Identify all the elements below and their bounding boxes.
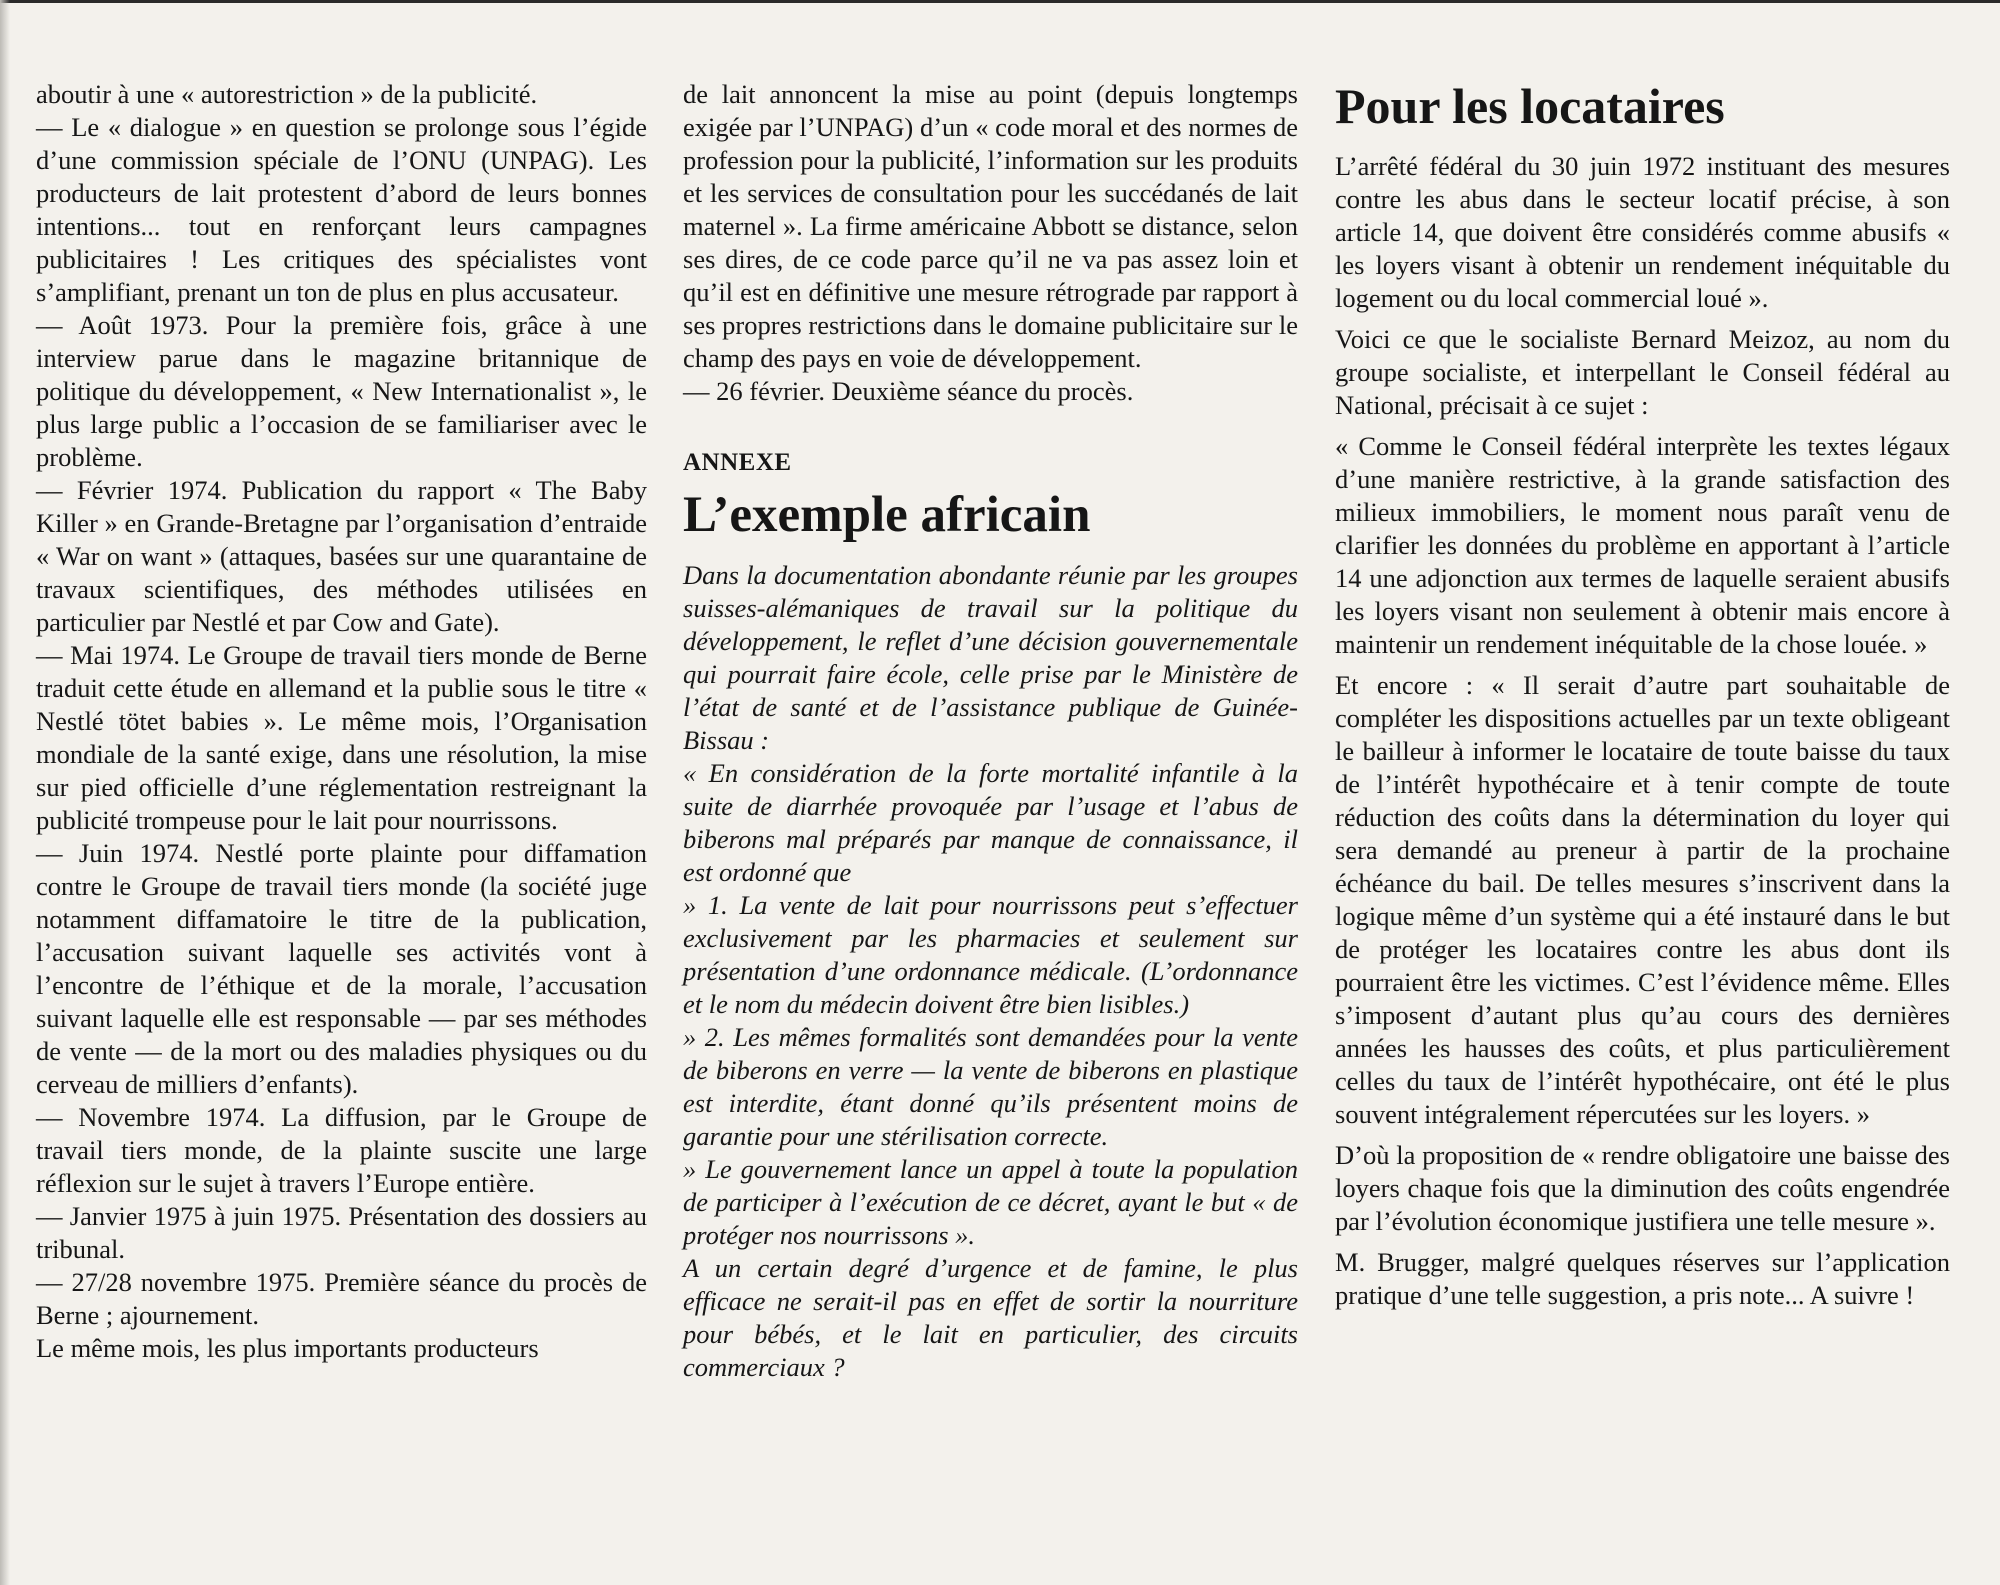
paragraph: de lait annoncent la mise au point (depuis longtemps exigée par l’UNPAG) d’un « code moral et des normes de profession pour la publicité, l’information sur les produits et les services de consultation pour les succédanés de lait maternel ». La firme américaine Abbott se distance, selon ses dires, de ce code parce qu’il ne va pas assez loin et qu’il est en définitive une mesure rétrograde par rapport à ses propres restrictions dans le domaine publicitaire sur le champ des pays en voie de développement.: [683, 79, 1298, 373]
page-edge-shadow: [0, 0, 10, 1585]
italic-paragraph: » 1. La vente de lait pour nourrissons peut s’effectuer exclusivement par les pharmacies et seulement sur présentation d’une ordonnance médicale. (L’ordonnance et le nom du médecin doivent être bien lisibles.): [683, 890, 1298, 1019]
italic-body: [683, 559, 1298, 1384]
column-annexe: [683, 78, 1298, 1384]
top-rule: [0, 0, 2000, 3]
column-chronology: [36, 78, 647, 1365]
italic-paragraph: « En considération de la forte mortalité infantile à la suite de diarrhée provoquée par l’usage et l’abus de biberons mal préparés par manque de connaissance, il est ordonné que: [683, 758, 1298, 887]
article-headline: L’exemple africain: [683, 487, 1091, 543]
paragraph: — 26 février. Deuxième séance du procès.: [683, 376, 1134, 406]
article-headline: Pour les locataires: [1335, 78, 1725, 134]
paragraph: M. Brugger, malgré quelques réserves sur l’application pratique d’une telle suggestion, a pris note... A suivre !: [1335, 1247, 1950, 1310]
paragraph: — Février 1974. Publication du rapport « The Baby Killer » en Grande-Bretagne par l’organisation d’entraide « War on want » (attaques, basées sur une quarantaine de travaux scientifiques, des méthodes utilisées en particulier par Nestlé et par Cow and Gate).: [36, 475, 647, 637]
paragraph: D’où la proposition de « rendre obligatoire une baisse des loyers chaque fois que la diminution des coûts engendrée par l’évolution économique justifiera une telle mesure ».: [1335, 1140, 1950, 1236]
paragraph: aboutir à une « autorestriction » de la publicité.: [36, 79, 538, 109]
paragraph: Voici ce que le socialiste Bernard Meizoz, au nom du groupe socialiste, et interpellant le Conseil fédéral au National, précisait à ce sujet :: [1335, 324, 1950, 420]
paragraph: — Le « dialogue » en question se prolonge sous l’égide d’une commission spéciale de l’ONU (UNPAG). Les producteurs de lait protestent d’abord de leurs bonnes intentions... tout en renforçant leurs campagnes publicitaires ! Les critiques des spécialistes vont s’amplifiant, prenant un ton de plus en plus accusateur.: [36, 112, 647, 307]
paragraph: « Comme le Conseil fédéral interprète les textes légaux d’une manière restrictive, à la grande satisfaction des milieux immobiliers, le moment nous paraît venu de clarifier les données du problème en apportant à l’article 14 une adjonction aux termes de laquelle seraient abusifs les loyers visant non seulement à obtenir mais encore à maintenir un rendement inéquitable de la chose louée. »: [1335, 431, 1950, 659]
column-locataires: [1335, 76, 1950, 1320]
paragraph: — Août 1973. Pour la première fois, grâce à une interview parue dans le magazine britannique de politique du développement, « New Internationalist », le plus large public a l’occasion de se familiariser avec le problème.: [36, 310, 647, 472]
italic-paragraph: » Le gouvernement lance un appel à toute la population de participer à l’exécution de ce décret, ayant le but « de protéger nos nourrissons ».: [683, 1154, 1298, 1250]
paragraph: — 27/28 novembre 1975. Première séance du procès de Berne ; ajournement.: [36, 1267, 647, 1330]
section-kicker: ANNEXE: [683, 449, 792, 476]
paragraph: — Janvier 1975 à juin 1975. Présentation des dossiers au tribunal.: [36, 1201, 647, 1264]
italic-paragraph: A un certain degré d’urgence et de famine, le plus efficace ne serait-il pas en effet de sortir la nourriture pour bébés, et le lait en particulier, des circuits commerciaux ?: [683, 1253, 1298, 1382]
paragraph: — Juin 1974. Nestlé porte plainte pour diffamation contre le Groupe de travail tiers monde (la société juge notamment diffamatoire le titre de la publication, l’accusation suivant laquelle ses activités vont à l’encontre de l’éthique et de la morale, l’accusation suivant laquelle elle est responsable — par ses méthodes de vente — de la mort ou des maladies physiques ou du cerveau de milliers d’enfants).: [36, 838, 647, 1099]
paragraph: L’arrêté fédéral du 30 juin 1972 instituant des mesures contre les abus dans le secteur locatif précise, à son article 14, que doivent être considérés comme abusifs « les loyers visant à obtenir un rendement inéquitable du logement ou du local commercial loué ».: [1335, 151, 1950, 313]
italic-paragraph: Dans la documentation abondante réunie par les groupes suisses-alémaniques de travail sur la politique du développement, le reflet d’une décision gouvernementale qui pourrait faire école, celle prise par le Ministère de l’état de santé et de l’assistance publique de Guinée-Bissau :: [683, 560, 1298, 755]
paragraph: — Mai 1974. Le Groupe de travail tiers monde de Berne traduit cette étude en allemand et la publie sous le titre « Nestlé tötet babies ». Le même mois, l’Organisation mondiale de la santé exige, dans une résolution, la mise sur pied officielle d’une réglementation restreignant la publicité trompeuse pour le lait pour nourrissons.: [36, 640, 647, 835]
paragraph: Le même mois, les plus importants producteurs: [36, 1333, 539, 1363]
paragraph: — Novembre 1974. La diffusion, par le Groupe de travail tiers monde, de la plainte suscite une large réflexion sur le sujet à travers l’Europe entière.: [36, 1102, 647, 1198]
paragraph: Et encore : « Il serait d’autre part souhaitable de compléter les dispositions actuelles par un texte obligeant le bailleur à informer le locataire de toute baisse du taux de l’intérêt hypothécaire et à tenir compte de toute réduction des coûts dans la détermination du loyer qui sera demandé au preneur à partir de la prochaine échéance du bail. De telles mesures s’inscrivent dans la logique même d’un système qui a été instauré dans le but de protéger les locataires contre les abus dont ils pourraient être les victimes. C’est l’évidence même. Elles s’imposent d’autant plus qu’au cours des dernières années les hausses des coûts, et plus particulièrement celles du taux de l’intérêt hypothécaire, ont été le plus souvent intégralement répercutées sur les loyers. »: [1335, 670, 1950, 1129]
italic-paragraph: » 2. Les mêmes formalités sont demandées pour la vente de biberons en verre — la vente de biberons en plastique est interdite, étant donné qu’ils présentent moins de garantie pour une stérilisation correcte.: [683, 1022, 1298, 1151]
